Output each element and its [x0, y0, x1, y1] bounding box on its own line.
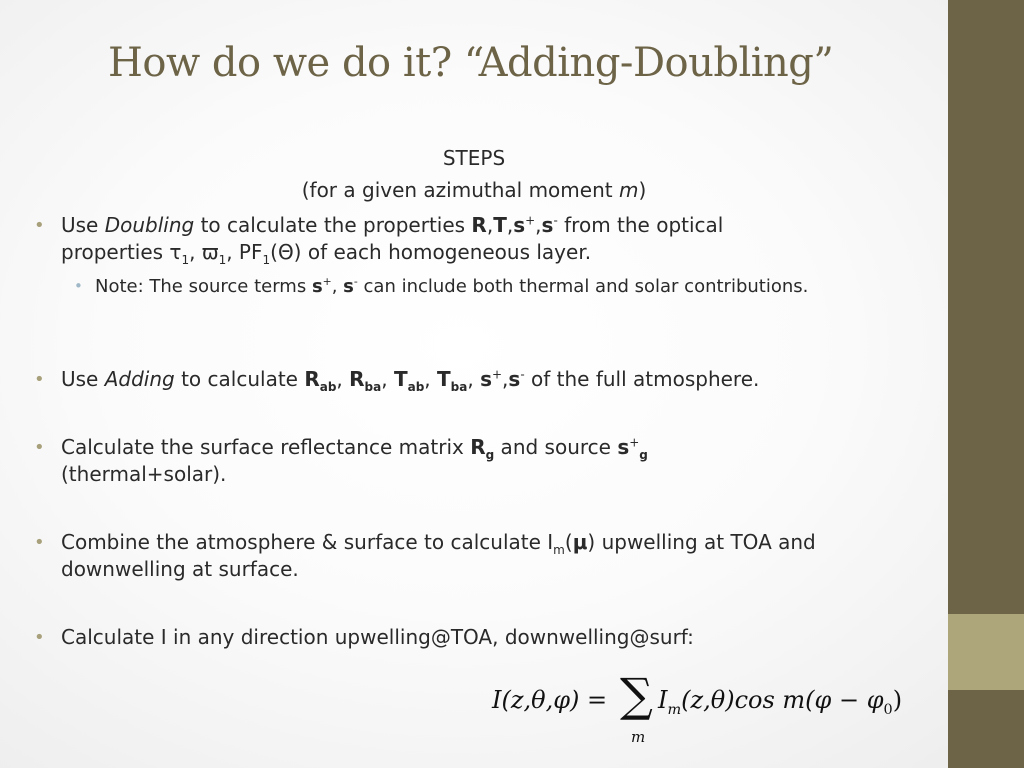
radiance-formula: I(z,θ,φ) = ∑ m $I_m(z,\theta)\cos$ $m(\varphi - \varphi_0)$ [492, 668, 903, 746]
bullet-dot-icon: • [34, 369, 45, 390]
bullet-dot-icon: • [34, 532, 45, 553]
sidebar-bottom-bar [948, 690, 1024, 768]
steps-subtitle: (for a given azimuthal moment m) [301, 178, 647, 202]
bullet-dot-icon: • [74, 277, 83, 295]
bullet-any-direction: • Calculate I in any direction upwelling@TOA, downwelling@surf: [34, 625, 694, 649]
sidebar-accent-block [948, 614, 1024, 690]
steps-heading: STEPS [442, 146, 506, 170]
bullet-adding: • Use Adding to calculate $R_{ab}$, $R_{ba}$, $T_{ab}$, $T_{ba}$, s+,s- of the full atmosphere. [34, 367, 760, 394]
bullet-dot-icon: • [34, 627, 45, 648]
bullet-note: • Note: The source terms s+, s- can include both thermal and solar contributions. [74, 275, 809, 297]
bullet-surface: • Calculate the surface reflectance matrix $R_g$ and source $s^+_g$ (thermal+solar). [34, 435, 648, 486]
bullet-doubling: • Use Doubling to calculate the properties R,T,s+,s- from the optical properties $\tau_1$, $ϖ_1$, $PF_1(\Theta)$ of each homogeneous layer. [34, 213, 724, 267]
bullet-combine: • Combine the atmosphere & surface to calculate $I_m(\mu)$ upwelling at TOA and downwelling at surface. [34, 530, 816, 581]
bullet-dot-icon: • [34, 437, 45, 458]
sidebar-dark-bar [948, 0, 1024, 614]
slide-title: How do we do it? “Adding-Doubling” [108, 40, 834, 86]
bullet-dot-icon: • [34, 215, 45, 236]
